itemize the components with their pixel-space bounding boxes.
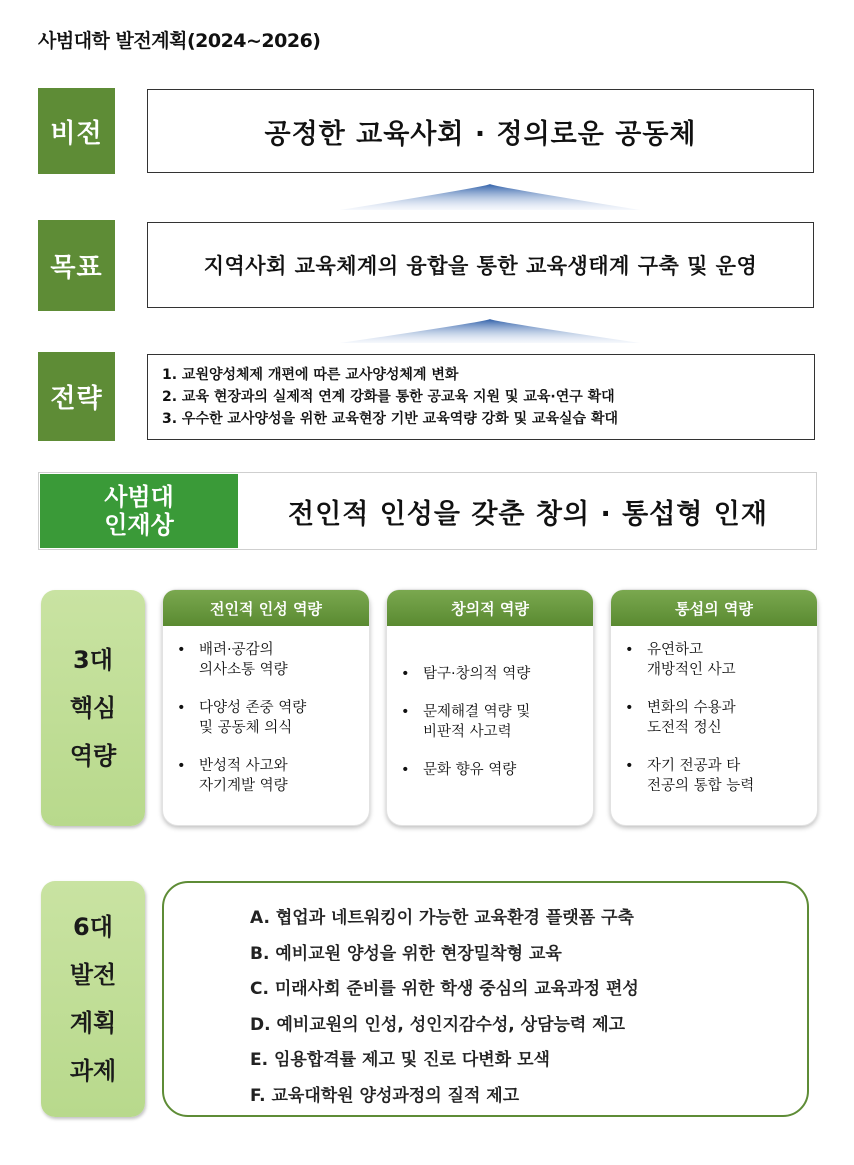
- goal-label: 목표: [38, 220, 115, 311]
- competency-item: • 반성적 사고와 자기계발 역량: [177, 756, 369, 796]
- development-tasks-box: [162, 881, 809, 1117]
- strategy-label: 전략: [38, 352, 115, 441]
- vision-text: 공정한 교육사회 · 정의로운 공동체: [264, 118, 697, 150]
- development-tasks-label-line: 6대: [73, 913, 113, 941]
- core-competency-label-line: 3대: [73, 646, 113, 674]
- development-tasks-label-line: 과제: [69, 1057, 117, 1085]
- strategy-list: [162, 364, 618, 430]
- competency-card-title: 창의적 역량: [387, 590, 593, 626]
- task-item: B. 예비교원 양성을 위한 현장밀착형 교육: [250, 943, 562, 964]
- task-item: D. 예비교원의 인성, 성인지감수성, 상담능력 제고: [250, 1014, 626, 1035]
- competency-card: [610, 589, 818, 826]
- vision-box: [147, 89, 814, 173]
- competency-item: • 변화의 수용과 도전적 정신: [625, 698, 817, 738]
- strategy-item: 1. 교원양성체제 개편에 따른 교사양성체계 변화: [162, 367, 459, 383]
- development-tasks-list: [250, 901, 639, 1114]
- ideal-person-label: [40, 474, 238, 548]
- competency-list: [611, 626, 817, 796]
- competency-item: • 자기 전공과 타 전공의 통합 능력: [625, 756, 817, 796]
- task-item: E. 임용합격률 제고 및 진로 다변화 모색: [250, 1050, 550, 1070]
- competency-item: • 배려·공감의 의사소통 역량: [177, 640, 369, 680]
- competency-card-title: 통섭의 역량: [611, 590, 817, 626]
- strategy-item: 3. 우수한 교사양성을 위한 교육현장 기반 교육역량 강화 및 교육실습 확대: [162, 411, 618, 427]
- competency-item: • 다양성 존중 역량 및 공동체 의식: [177, 698, 369, 738]
- competency-card: [162, 589, 370, 826]
- competency-card: [386, 589, 594, 826]
- task-item: F. 교육대학원 양성과정의 질적 제고: [250, 1085, 520, 1106]
- competency-card-title: 전인적 인성 역량: [163, 590, 369, 626]
- vision-label: 비전: [38, 88, 115, 174]
- competency-item: • 탐구·창의적 역량: [401, 664, 593, 684]
- ideal-person-box: [38, 472, 817, 550]
- competency-list: [163, 626, 369, 796]
- core-competency-label-line: 핵심: [69, 694, 117, 722]
- goal-box: [147, 222, 814, 308]
- ideal-person-label-line2: 인재상: [104, 511, 174, 539]
- competency-item: • 유연하고 개방적인 사고: [625, 640, 817, 680]
- competency-item: • 문화 향유 역량: [401, 760, 593, 780]
- up-arrow-icon: [340, 315, 640, 345]
- core-competency-label-line: 역량: [69, 742, 117, 770]
- ideal-person-text: 전인적 인성을 갖춘 창의 · 통섭형 인재: [288, 498, 768, 530]
- ideal-person-label-line1: 사범대: [104, 483, 174, 511]
- task-item: C. 미래사회 준비를 위한 학생 중심의 교육과정 편성: [250, 979, 639, 999]
- development-tasks-label-line: 계획: [69, 1009, 117, 1037]
- development-tasks-label-line: 발전: [69, 961, 117, 989]
- goal-text: 지역사회 교육체계의 융합을 통한 교육생태계 구축 및 운영: [203, 254, 758, 278]
- task-item: A. 협업과 네트워킹이 가능한 교육환경 플랫폼 구축: [250, 908, 634, 928]
- development-tasks-label: [41, 881, 145, 1117]
- page-title: 사범대학 발전계획(2024~2026): [38, 30, 321, 52]
- competency-list: [387, 626, 593, 780]
- strategy-item: 2. 교육 현장과의 실제적 연계 강화를 통한 공교육 지원 및 교육·연구 확대: [162, 389, 615, 405]
- strategy-box: [147, 354, 815, 440]
- competency-item: • 문제해결 역량 및 비판적 사고력: [401, 702, 593, 742]
- up-arrow-icon: [340, 180, 640, 212]
- core-competency-label: [41, 590, 145, 826]
